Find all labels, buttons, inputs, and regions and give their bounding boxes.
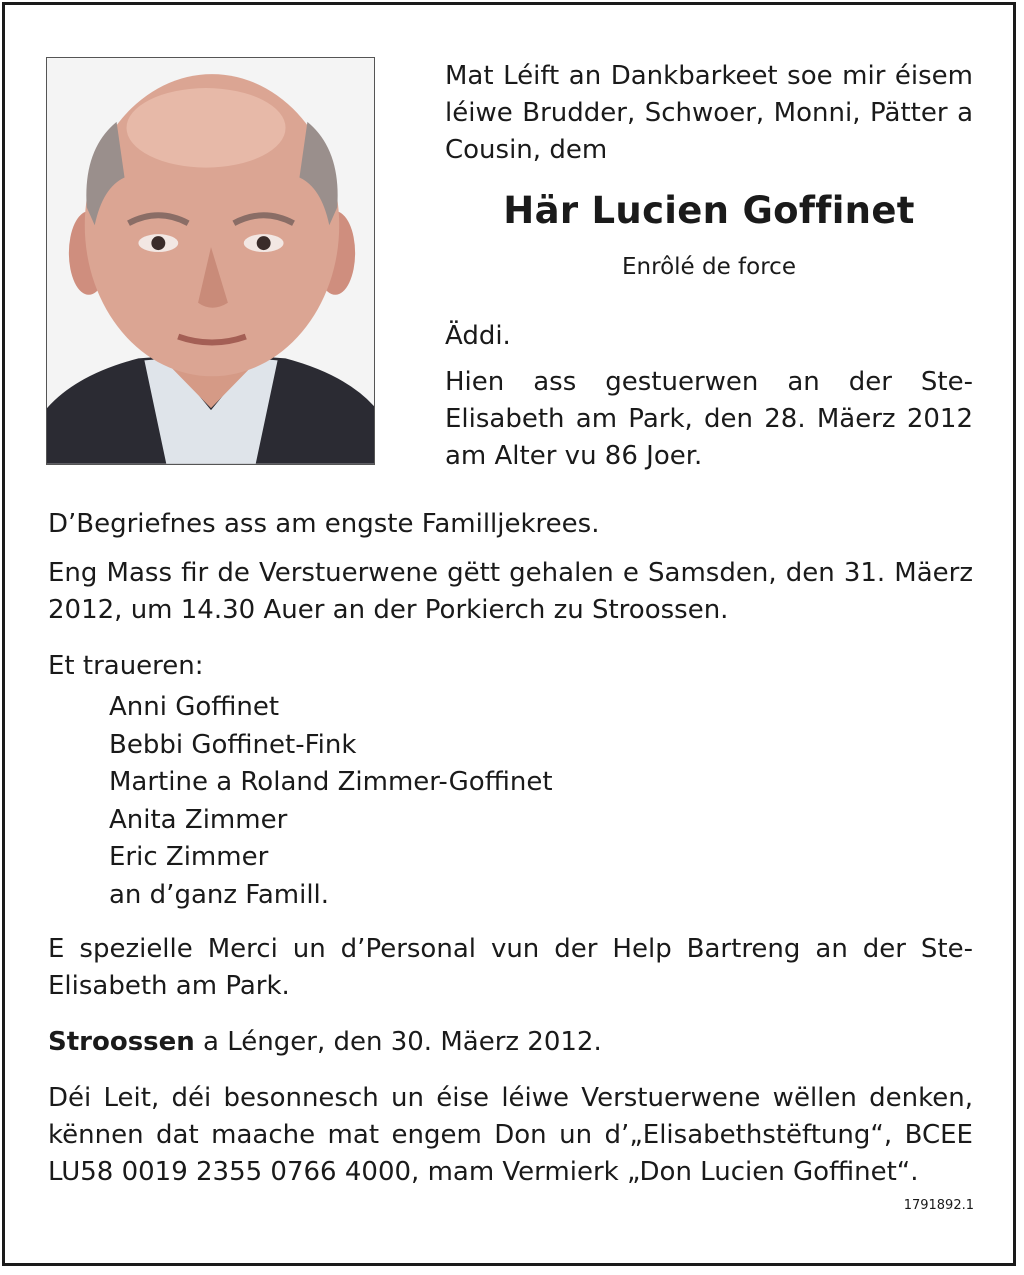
deceased-subtitle: Enrôlé de force [622,254,796,280]
mourner-item: Martine a Roland Zimmer-Goffinet [109,767,553,797]
mass-text: Eng Mass fir de Verstuerwene gëtt gehalen e Samsden, den 31. Mäerz 2012, um 14.30 Auer an der Porkierch zu Stroossen. [48,558,973,625]
mourner-item: Anita Zimmer [109,804,288,835]
place-date: a Lénger, den 30. Mäerz 2012. [194,1027,602,1057]
mourner-item: Bebbi Goffinet-Fink [109,729,357,760]
burial-text: D’Begriefnes ass am engste Familljekrees. [48,509,600,539]
thanks-text: E spezielle Merci un d’Personal vun der Help Bartreng an der Ste-Elisabeth am Park. [48,934,973,1001]
place-date-line [48,1024,973,1061]
place-name: Stroossen [48,1027,195,1057]
mourner-item: Anni Goffinet [109,692,280,722]
mourners-list [109,689,553,914]
intro-text: Mat Léift an Dankbarkeet soe mir éisem léiwe Brudder, Schwoer, Monni, Pätter a Cousin, dem [445,61,973,165]
mourner-item: an d’ganz Famill. [109,879,330,910]
portrait-photo [46,57,375,465]
reference-number: 1791892.1 [903,1198,974,1213]
farewell-text: Äddi. [445,321,511,351]
deceased-name: Här Lucien Goffinet [503,189,915,232]
death-notice: Hien ass gestuerwen an der Ste-Elisabeth am Park, den 28. Mäerz 2012 am Alter vu 86 Joer. [445,367,973,471]
donation-text: Déi Leit, déi besonnesch un éise léiwe Verstuerwene wëllen denken, kënnen dat maache mat engem Don un d’„Elisabethstëftung“, BCEE LU58 0019 2355 0766 4000, mam Vermierk „Don Lucien Goffinet“. [48,1083,973,1187]
mourner-item: Eric Zimmer [109,842,269,872]
mourners-intro: Et traueren: [48,651,204,681]
